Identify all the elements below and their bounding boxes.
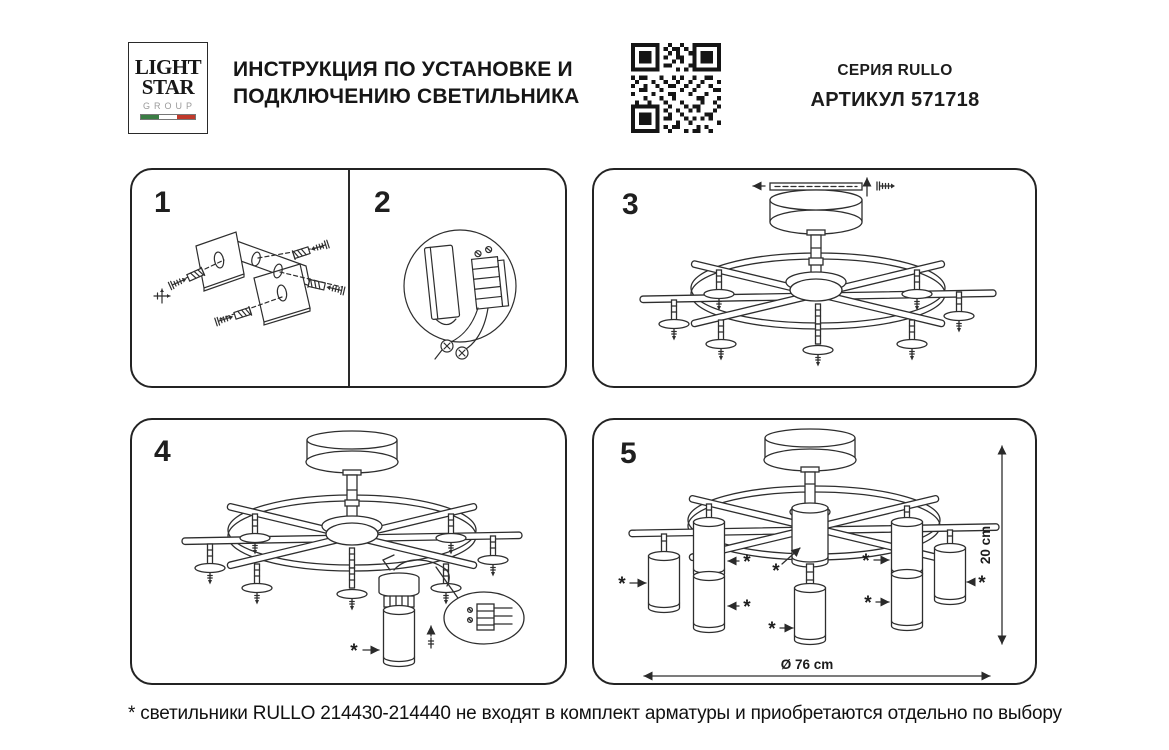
asterisk-marker: * bbox=[768, 619, 776, 640]
title-line-2: ПОДКЛЮЧЕНИЮ СВЕТИЛЬНИКА bbox=[233, 85, 580, 108]
step-4-diagram bbox=[132, 420, 565, 683]
qr-code-icon bbox=[631, 43, 721, 133]
title-line-1: ИНСТРУКЦИЯ ПО УСТАНОВКЕ И bbox=[233, 58, 573, 81]
asterisk-marker: * bbox=[864, 593, 872, 614]
step-3-number: 3 bbox=[622, 188, 639, 221]
step-1-number: 1 bbox=[154, 186, 171, 219]
step-2-number: 2 bbox=[374, 186, 391, 219]
asterisk-marker: * bbox=[862, 551, 870, 572]
step-5-diagram bbox=[594, 420, 1035, 683]
logo-light: LIGHT bbox=[134, 55, 202, 79]
asterisk-marker: * bbox=[743, 552, 751, 573]
page-title bbox=[233, 56, 580, 110]
asterisk-marker: * bbox=[350, 641, 358, 662]
logo-group: GROUP bbox=[142, 101, 196, 111]
asterisk-marker: * bbox=[743, 597, 751, 618]
logo-star: STAR bbox=[141, 75, 195, 99]
article-label: АРТИКУЛ 571718 bbox=[810, 89, 980, 111]
lightstar-logo bbox=[128, 42, 208, 134]
step-4-number: 4 bbox=[154, 435, 171, 468]
footnote: * светильники RULLO 214430-214440 не входят в комплект арматуры и приобретаются отдельно по выбору bbox=[128, 703, 1062, 724]
height-dimension-label: 20 cm bbox=[978, 525, 993, 565]
series-label: СЕРИЯ RULLO bbox=[837, 62, 953, 79]
step-3-diagram bbox=[594, 170, 1035, 386]
step-1-2-panel bbox=[130, 168, 567, 388]
asterisk-marker: * bbox=[772, 561, 780, 582]
asterisk-marker: * bbox=[618, 574, 626, 595]
product-info bbox=[795, 62, 995, 112]
asterisk-marker: * bbox=[978, 573, 986, 594]
step-3-panel bbox=[592, 168, 1037, 388]
step-5-panel bbox=[592, 418, 1037, 685]
italian-flag-stripe bbox=[140, 114, 196, 120]
diameter-dimension-label: Ø 76 cm bbox=[780, 657, 834, 672]
step-5-number: 5 bbox=[620, 437, 637, 470]
step-4-panel bbox=[130, 418, 567, 685]
